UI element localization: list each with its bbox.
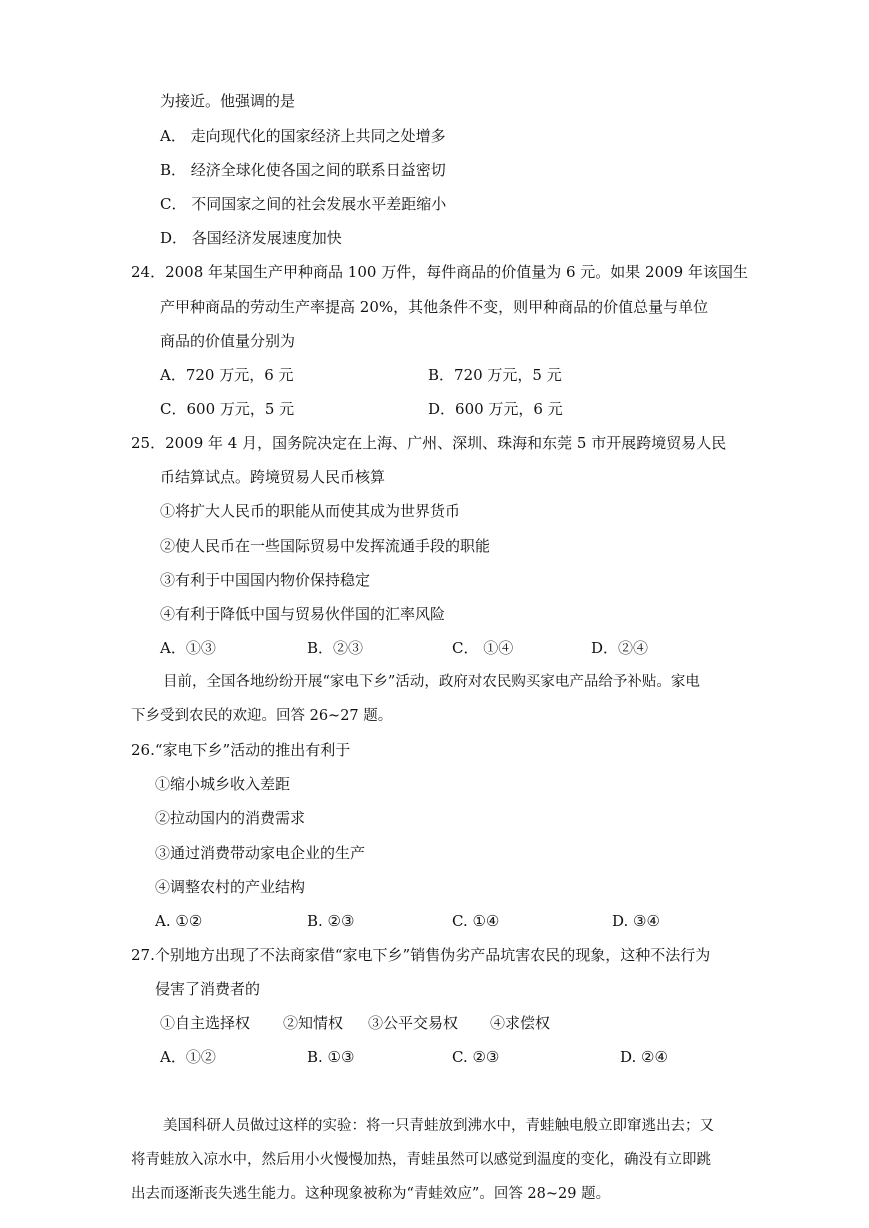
q27-item-4: ④求偿权 [490,1014,551,1032]
q26-stem: 26.“家电下乡”活动的推出有利于 [131,741,351,759]
passage2-line-3: 出去而逐渐丧失逃生能力。这种现象被称为“青蛙效应”。回答 28~29 题。 [131,1186,611,1202]
q25-option-c: C． ①④ [452,639,514,657]
q24-stem-line-2: 产甲种商品的劳动生产率提高 20%，其他条件不变，则甲种商品的价值总量与单位 [160,298,709,316]
q27-stem-line-2: 侵害了消费者的 [155,980,261,998]
passage2-line-2: 将青蛙放入凉水中，然后用小火慢慢加热，青蛙虽然可以感觉到温度的变化，确没有立即跳 [131,1152,711,1168]
q27-option-c: C. ②③ [452,1048,500,1066]
q26-option-c: C. ①④ [452,912,500,930]
q27-option-b: B. ①③ [307,1048,355,1066]
q25-item-1: ①将扩大人民币的职能从而使其成为世界货币 [160,502,461,520]
q24-option-a: A．720 万元，6 元 [160,366,294,384]
q26-item-2: ②拉动国内的消费需求 [155,809,306,827]
q23-option-c: C． 不同国家之间的社会发展水平差距缩小 [160,195,447,213]
q26-option-a: A. ①② [155,912,203,930]
q23-option-b: B． 经济全球化使各国之间的联系日益密切 [160,161,446,179]
q26-option-d: D. ③④ [612,912,660,930]
q27-stem-line-1: 27.个别地方出现了不法商家借“家电下乡”销售伪劣产品坑害农民的现象，这种不法行为 [131,946,711,964]
q25-stem-line-1: 25．2009 年 4 月，国务院决定在上海、广州、深圳、珠海和东莞 5 市开展跨境贸易人民 [131,434,727,452]
q24-stem-line-3: 商品的价值量分别为 [160,332,296,350]
q25-item-2: ②使人民币在一些国际贸易中发挥流通手段的职能 [160,537,491,555]
q24-stem-line-1: 24．2008 年某国生产甲种商品 100 万件，每件商品的价值量为 6 元。如果 2009 年该国生 [131,263,748,281]
q27-item-2: ②知情权 [283,1014,344,1032]
q25-option-b: B．②③ [307,639,364,657]
q27-item-3: ③公平交易权 [368,1014,459,1032]
q27-item-1: ①自主选择权 [160,1014,251,1032]
q27-option-a: A．①② [160,1048,216,1066]
q24-option-b: B．720 万元，5 元 [428,366,562,384]
q25-option-a: A．①③ [160,639,216,657]
q27-option-d: D. ②④ [620,1048,668,1066]
q24-option-d: D．600 万元，6 元 [428,400,563,418]
q23-stem-tail: 为接近。他强调的是 [160,92,296,110]
q23-option-a: A． 走向现代化的国家经济上共同之处增多 [160,127,446,145]
passage1-line-1: 目前，全国各地纷纷开展“家电下乡”活动，政府对农民购买家电产品给予补贴。家电 [163,674,700,690]
q24-option-c: C．600 万元，5 元 [160,400,295,418]
q26-item-4: ④调整农村的产业结构 [155,878,306,896]
q26-item-1: ①缩小城乡收入差距 [155,775,291,793]
passage1-line-2: 下乡受到农民的欢迎。回答 26~27 题。 [131,708,393,724]
q23-option-d: D． 各国经济发展速度加快 [160,229,342,247]
q25-stem-line-2: 币结算试点。跨境贸易人民币核算 [160,468,386,486]
q26-option-b: B. ②③ [307,912,355,930]
q25-item-4: ④有利于降低中国与贸易伙伴国的汇率风险 [160,605,446,623]
q25-option-d: D．②④ [591,639,649,657]
passage2-line-1: 美国科研人员做过这样的实验：将一只青蛙放到沸水中，青蛙触电般立即窜逃出去；又 [163,1118,714,1134]
q25-item-3: ③有利于中国国内物价保持稳定 [160,571,371,589]
q26-item-3: ③通过消费带动家电企业的生产 [155,844,366,862]
